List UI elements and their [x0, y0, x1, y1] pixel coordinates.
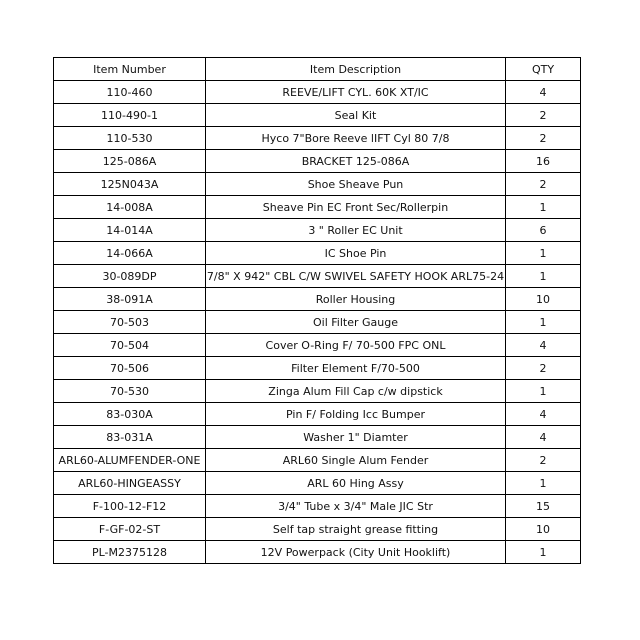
- table-row: [54, 334, 581, 357]
- item-description-cell: Zinga Alum Fill Cap c/w dipstick: [206, 380, 506, 403]
- qty-cell: 2: [506, 449, 581, 472]
- table-row: [54, 495, 581, 518]
- item-description-cell: Hyco 7"Bore Reeve lIFT Cyl 80 7/8: [206, 127, 506, 150]
- table-row: [54, 219, 581, 242]
- item-description-cell: Shoe Sheave Pun: [206, 173, 506, 196]
- qty-cell: 1: [506, 541, 581, 564]
- item-description-cell: Pin F/ Folding Icc Bumper: [206, 403, 506, 426]
- item-description-cell: 7/8" X 942" CBL C/W SWIVEL SAFETY HOOK ARL75-24: [206, 265, 506, 288]
- qty-cell: 2: [506, 127, 581, 150]
- table-row: [54, 242, 581, 265]
- item-description-cell: ARL 60 Hing Assy: [206, 472, 506, 495]
- qty-cell: 1: [506, 242, 581, 265]
- item-number-cell: 14-066A: [54, 242, 206, 265]
- item-number-cell: F-100-12-F12: [54, 495, 206, 518]
- item-description-cell: Oil Filter Gauge: [206, 311, 506, 334]
- item-number-cell: 70-530: [54, 380, 206, 403]
- table-row: [54, 127, 581, 150]
- table-row: [54, 518, 581, 541]
- qty-cell: 2: [506, 357, 581, 380]
- qty-cell: 6: [506, 219, 581, 242]
- qty-cell: 4: [506, 426, 581, 449]
- table-row: [54, 403, 581, 426]
- table-row: [54, 288, 581, 311]
- item-number-cell: 70-504: [54, 334, 206, 357]
- table-row: [54, 104, 581, 127]
- parts-table: [53, 57, 581, 564]
- item-description-cell: Washer 1" Diamter: [206, 426, 506, 449]
- table-body: [54, 81, 581, 564]
- qty-cell: 1: [506, 380, 581, 403]
- table-row: [54, 357, 581, 380]
- table-row: [54, 380, 581, 403]
- table-row: [54, 150, 581, 173]
- qty-cell: 4: [506, 403, 581, 426]
- item-number-cell: 38-091A: [54, 288, 206, 311]
- qty-cell: 2: [506, 104, 581, 127]
- item-number-cell: 30-089DP: [54, 265, 206, 288]
- qty-cell: 4: [506, 334, 581, 357]
- item-number-cell: 110-460: [54, 81, 206, 104]
- item-number-cell: 70-503: [54, 311, 206, 334]
- table-row: [54, 81, 581, 104]
- item-number-cell: 83-031A: [54, 426, 206, 449]
- item-description-cell: BRACKET 125-086A: [206, 150, 506, 173]
- table-row: [54, 196, 581, 219]
- header-item-description: Item Description: [206, 58, 506, 81]
- item-number-cell: ARL60-HINGEASSY: [54, 472, 206, 495]
- item-description-cell: IC Shoe Pin: [206, 242, 506, 265]
- item-description-cell: 3 " Roller EC Unit: [206, 219, 506, 242]
- item-description-cell: Seal Kit: [206, 104, 506, 127]
- item-number-cell: 125-086A: [54, 150, 206, 173]
- item-description-cell: REEVE/LIFT CYL. 60K XT/IC: [206, 81, 506, 104]
- table-row: [54, 426, 581, 449]
- table-row: [54, 449, 581, 472]
- item-description-cell: Cover O-Ring F/ 70-500 FPC ONL: [206, 334, 506, 357]
- item-number-cell: 70-506: [54, 357, 206, 380]
- item-description-cell: 12V Powerpack (City Unit Hooklift): [206, 541, 506, 564]
- item-number-cell: 83-030A: [54, 403, 206, 426]
- item-number-cell: PL-M2375128: [54, 541, 206, 564]
- item-number-cell: ARL60-ALUMFENDER-ONE: [54, 449, 206, 472]
- qty-cell: 1: [506, 196, 581, 219]
- item-description-cell: Filter Element F/70-500: [206, 357, 506, 380]
- item-number-cell: 110-530: [54, 127, 206, 150]
- qty-cell: 10: [506, 288, 581, 311]
- item-description-cell: Self tap straight grease fitting: [206, 518, 506, 541]
- table-row: [54, 173, 581, 196]
- table-header-row: [54, 58, 581, 81]
- table-row: [54, 311, 581, 334]
- item-description-cell: Sheave Pin EC Front Sec/Rollerpin: [206, 196, 506, 219]
- item-number-cell: 110-490-1: [54, 104, 206, 127]
- qty-cell: 1: [506, 265, 581, 288]
- item-number-cell: 125N043A: [54, 173, 206, 196]
- item-description-cell: ARL60 Single Alum Fender: [206, 449, 506, 472]
- item-number-cell: 14-014A: [54, 219, 206, 242]
- qty-cell: 15: [506, 495, 581, 518]
- header-qty: QTY: [506, 58, 581, 81]
- table-row: [54, 541, 581, 564]
- item-description-cell: 3/4" Tube x 3/4" Male JIC Str: [206, 495, 506, 518]
- qty-cell: 16: [506, 150, 581, 173]
- qty-cell: 4: [506, 81, 581, 104]
- qty-cell: 1: [506, 472, 581, 495]
- table-row: [54, 472, 581, 495]
- header-item-number: Item Number: [54, 58, 206, 81]
- qty-cell: 10: [506, 518, 581, 541]
- qty-cell: 1: [506, 311, 581, 334]
- table-row: [54, 265, 581, 288]
- item-number-cell: F-GF-02-ST: [54, 518, 206, 541]
- item-description-cell: Roller Housing: [206, 288, 506, 311]
- qty-cell: 2: [506, 173, 581, 196]
- item-number-cell: 14-008A: [54, 196, 206, 219]
